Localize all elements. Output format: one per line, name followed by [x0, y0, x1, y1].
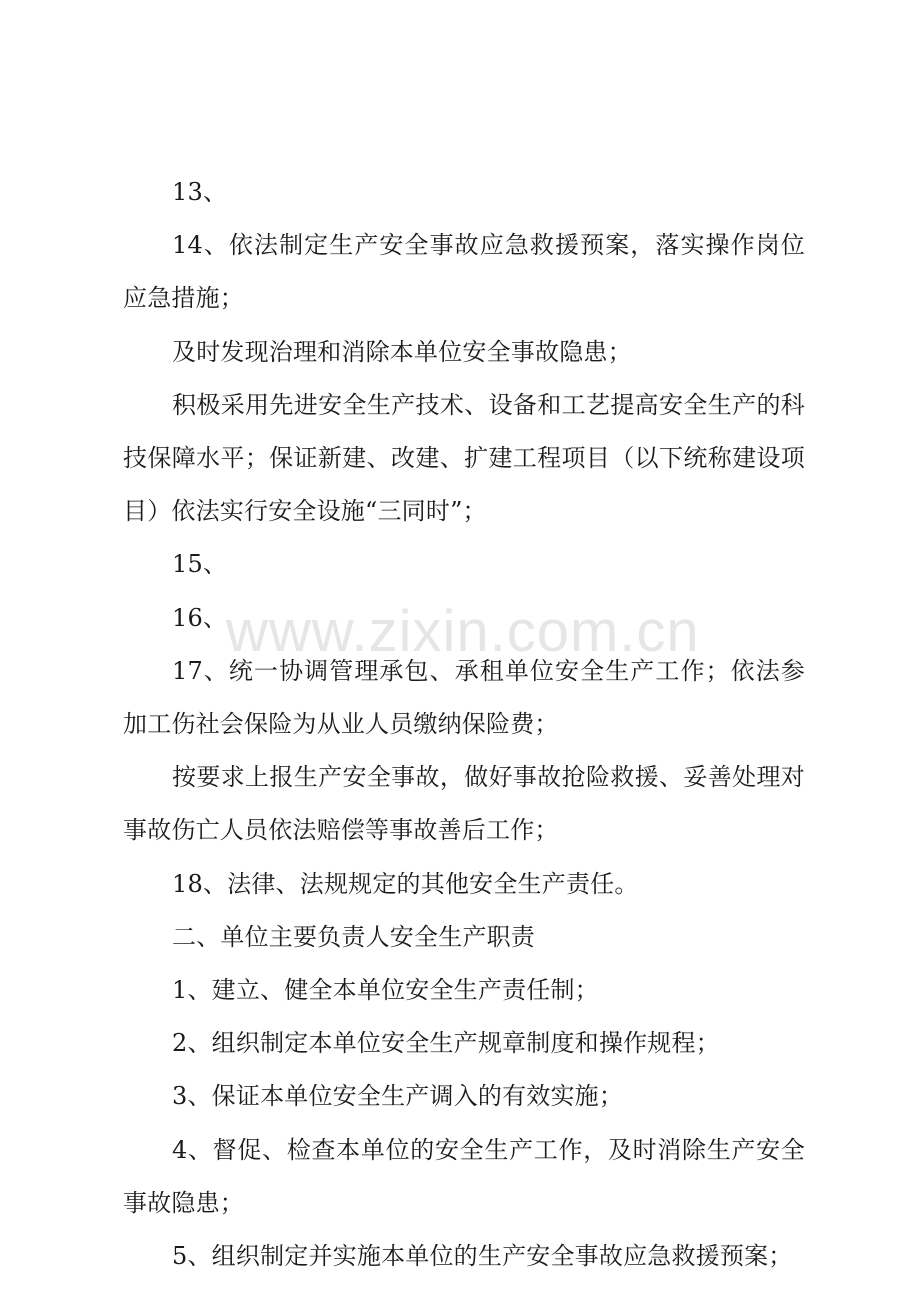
paragraph-duty-5: 5、组织制定并实施本单位的生产安全事故应急救援预案； [172, 1242, 793, 1271]
paragraph-hazard-elimination: 及时发现治理和消除本单位安全事故隐患； [172, 337, 632, 366]
paragraph-16: 16、 [172, 603, 228, 632]
watermark: www.zixin.com.cn [226, 599, 700, 664]
document-body [123, 166, 805, 1283]
section-heading-principal-duties: 二、单位主要负责人安全生产职责 [172, 922, 535, 951]
paragraph-technology-adoption: 积极采用先进安全生产技术、设备和工艺提高安全生产的科技保障水平；保证新建、改建、扩建工程项目（以下统称建设项目）依法实行安全设施“三同时”； [123, 390, 805, 526]
paragraph-18: 18、法律、法规规定的其他安全生产责任。 [172, 869, 639, 898]
paragraph-duty-3: 3、保证本单位安全生产调入的有效实施； [172, 1082, 624, 1111]
paragraph-15: 15、 [172, 550, 228, 579]
paragraph-duty-4: 4、督促、检查本单位的安全生产工作，及时消除生产安全事故隐患； [123, 1135, 805, 1217]
paragraph-17: 17、统一协调管理承包、承租单位安全生产工作；依法参加工伤社会保险为从业人员缴纳保险费； [123, 656, 805, 739]
paragraph-duty-2: 2、组织制定本单位安全生产规章制度和操作规程； [172, 1029, 720, 1058]
paragraph-duty-1: 1、建立、健全本单位安全生产责任制； [172, 976, 599, 1005]
paragraph-14: 14、依法制定生产安全事故应急救援预案，落实操作岗位应急措施； [123, 231, 805, 313]
paragraph-13: 13、 [172, 178, 228, 206]
paragraph-accident-reporting: 按要求上报生产安全事故，做好事故抢险救援、妥善处理对事故伤亡人员依法赔偿等事故善后工作； [123, 763, 805, 845]
